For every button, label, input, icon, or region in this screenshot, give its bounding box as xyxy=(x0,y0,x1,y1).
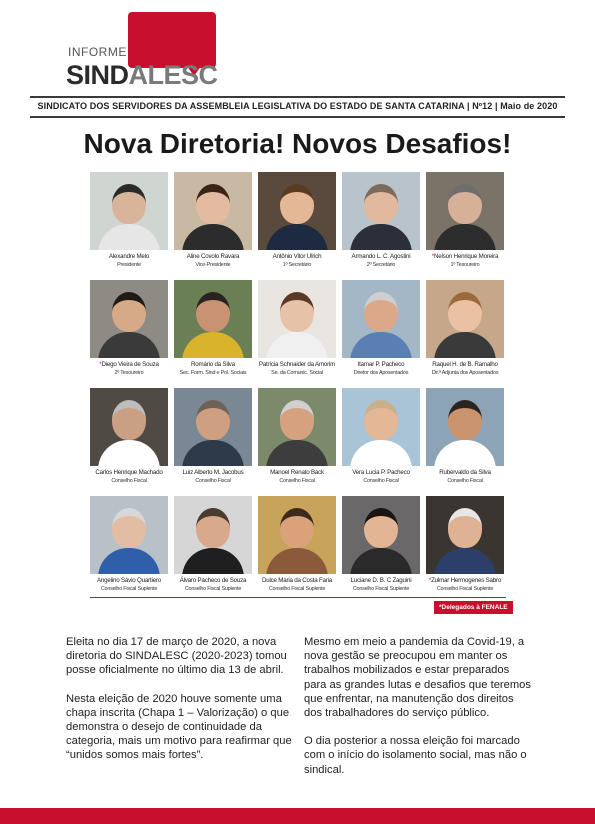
member-card xyxy=(174,172,252,268)
member-photo-shoulders xyxy=(98,224,160,250)
member-photo xyxy=(174,172,252,250)
member-name xyxy=(174,253,252,260)
member-card xyxy=(90,280,168,376)
member-photo-face xyxy=(112,184,146,224)
member-photo-shoulders xyxy=(350,440,412,466)
header-top-rule xyxy=(30,96,565,98)
footer-bar xyxy=(0,808,595,824)
member-card xyxy=(342,172,420,268)
sindalesc-logo xyxy=(66,12,236,88)
member-card xyxy=(174,388,252,484)
member-name xyxy=(342,469,420,476)
member-photo xyxy=(258,172,336,250)
member-photo-face xyxy=(112,508,146,548)
member-role: 1º Secretário xyxy=(282,262,312,268)
article-column-right xyxy=(304,635,534,791)
member-photo-face xyxy=(364,508,398,548)
member-photo-shoulders xyxy=(98,440,160,466)
member-name-text: Raquel H. de B. Ramalho xyxy=(432,361,498,368)
member-photo-face xyxy=(364,400,398,440)
member-photo-face xyxy=(196,184,230,224)
member-role: 2º Secretário xyxy=(366,262,396,268)
member-card xyxy=(342,388,420,484)
member-photo xyxy=(426,388,504,466)
member-role: Dir.ª Adjunta dos Aposentados xyxy=(431,370,499,376)
member-photo-face xyxy=(280,400,314,440)
member-name xyxy=(174,469,252,476)
member-photo xyxy=(90,388,168,466)
member-role: Conselho Fiscal Suplente xyxy=(100,586,158,592)
member-card xyxy=(90,496,168,592)
member-photo xyxy=(426,280,504,358)
logo-wordmark xyxy=(66,60,218,91)
member-photo-face xyxy=(112,400,146,440)
delegates-note-badge: *Delegados à FENALE xyxy=(434,601,513,614)
member-photo-shoulders xyxy=(266,440,328,466)
member-photo xyxy=(426,172,504,250)
member-role: Presidente xyxy=(117,262,141,268)
header-bottom-rule xyxy=(30,116,565,118)
member-name-text: Luciane D. B. C Zaguini xyxy=(350,577,412,584)
member-name-text: Álvaro Pacheco de Souza xyxy=(179,577,247,584)
member-photo xyxy=(90,280,168,358)
member-name xyxy=(258,469,336,476)
member-photo-face xyxy=(196,508,230,548)
article-column-left xyxy=(66,635,296,777)
member-photo-face xyxy=(448,508,482,548)
member-photo-shoulders xyxy=(266,224,328,250)
member-name xyxy=(258,577,336,584)
member-role: 1º Tesoureiro xyxy=(450,262,480,268)
member-role: Conselho Fiscal xyxy=(279,478,315,484)
member-photo-shoulders xyxy=(350,224,412,250)
member-name xyxy=(258,361,336,368)
member-card xyxy=(426,172,504,268)
member-role: Conselho Fiscal xyxy=(195,478,231,484)
member-name-text: Dulce Maria da Costa Faria xyxy=(261,577,333,584)
member-photo-shoulders xyxy=(182,224,244,250)
member-card xyxy=(426,388,504,484)
member-photo-face xyxy=(364,292,398,332)
member-name xyxy=(426,577,504,584)
member-photo xyxy=(90,172,168,250)
member-photo xyxy=(90,496,168,574)
member-photo-shoulders xyxy=(350,548,412,574)
member-photo-shoulders xyxy=(434,548,496,574)
member-photo-shoulders xyxy=(182,548,244,574)
member-card xyxy=(426,496,504,592)
member-photo-face xyxy=(112,292,146,332)
member-name-text: Romário da Silva xyxy=(191,361,235,368)
member-role: Conselho Fiscal Suplente xyxy=(436,586,494,592)
member-photo xyxy=(342,496,420,574)
member-photo xyxy=(258,280,336,358)
member-card xyxy=(258,388,336,484)
member-photo-shoulders xyxy=(434,440,496,466)
member-photo-face xyxy=(448,184,482,224)
member-photo-shoulders xyxy=(98,332,160,358)
member-photo-shoulders xyxy=(98,548,160,574)
member-card xyxy=(90,388,168,484)
member-name xyxy=(90,361,168,368)
member-role: Conselho Fiscal xyxy=(363,478,399,484)
member-name xyxy=(90,577,168,584)
article-paragraph: Nesta eleição de 2020 houve somente uma chapa inscrita (Chapa 1 – Valorização) o que demonstra o desejo de continuidade da categoria, mais um motivo para reafirmar que “unidos somos mais fortes”. xyxy=(66,692,292,762)
member-photo-shoulders xyxy=(350,332,412,358)
member-name xyxy=(90,253,168,260)
member-name xyxy=(258,253,336,260)
logo-alesc-text: ALESC xyxy=(128,60,218,90)
member-photo-face xyxy=(196,400,230,440)
member-name-text: Diego Vieira de Souza xyxy=(101,361,159,368)
member-name xyxy=(342,253,420,260)
member-name-text: Manoel Renato Back xyxy=(270,469,324,476)
member-name-text: Itamar P. Pacheco xyxy=(357,361,405,368)
member-photo-shoulders xyxy=(434,224,496,250)
member-photo xyxy=(426,496,504,574)
member-role: Vice-Presidente xyxy=(195,262,231,268)
member-card xyxy=(258,172,336,268)
member-name xyxy=(426,361,504,368)
delegate-asterisk: * xyxy=(99,361,102,368)
logo-sind-text: SIND xyxy=(66,60,129,90)
member-role: Conselho Fiscal xyxy=(111,478,147,484)
member-name xyxy=(342,361,420,368)
member-card xyxy=(342,280,420,376)
member-name-text: Antônio Vitor Ulrich xyxy=(272,253,322,260)
member-name-text: Aline Covolo Ravara xyxy=(186,253,240,260)
member-name-text: Armando L. C. Agostini xyxy=(351,253,411,260)
member-name xyxy=(90,469,168,476)
member-name xyxy=(174,361,252,368)
member-photo-face xyxy=(448,400,482,440)
member-photo xyxy=(258,388,336,466)
member-name-text: Zulmar Hermogenes Sabro xyxy=(431,577,502,584)
member-photo-shoulders xyxy=(182,440,244,466)
member-role: 2º Tesoureiro xyxy=(114,370,144,376)
member-photo xyxy=(174,496,252,574)
newsletter-subheader: SINDICATO DOS SERVIDORES DA ASSEMBLEIA LEGISLATIVA DO ESTADO DE SANTA CATARINA | Nº12 | Maio de 2020 xyxy=(37,101,558,111)
member-photo xyxy=(258,496,336,574)
article-paragraph: O dia posterior a nossa eleição foi marcado com o início do isolamento social, mas não o sindical. xyxy=(304,735,527,776)
member-name-text: Luiz Alberto M. Jacobus xyxy=(182,469,244,476)
member-role: Se. da Comunic. Social xyxy=(271,370,323,376)
member-photo-face xyxy=(364,184,398,224)
member-card xyxy=(258,496,336,592)
member-name-text: Vera Lucia P. Pacheco xyxy=(352,469,410,476)
member-name-text: Alexandre Melo xyxy=(108,253,150,260)
member-name-text: Angelino Sávio Quartiero xyxy=(97,577,161,584)
member-name xyxy=(174,577,252,584)
member-card xyxy=(258,280,336,376)
article-paragraph: Eleita no dia 17 de março de 2020, a nova diretoria do SINDALESC (2020-2023) tomou posse oficialmente no último dia 13 de abril. xyxy=(66,636,287,677)
member-card xyxy=(342,496,420,592)
member-role: Diretor dos Aposentados xyxy=(353,370,409,376)
member-card xyxy=(426,280,504,376)
logo-informe-text: INFORME xyxy=(68,45,127,59)
member-photo xyxy=(174,280,252,358)
member-photo-face xyxy=(280,292,314,332)
member-role: Conselho Fiscal Suplente xyxy=(184,586,242,592)
delegate-asterisk: * xyxy=(431,253,435,260)
member-photo-shoulders xyxy=(434,332,496,358)
member-name xyxy=(426,469,504,476)
member-photo-face xyxy=(448,292,482,332)
member-name xyxy=(342,577,420,584)
delegate-asterisk: * xyxy=(428,577,432,584)
member-name-text: Rubervaldo da Silva xyxy=(439,469,491,476)
member-photo-face xyxy=(280,508,314,548)
article-paragraph: Mesmo em meio a pandemia da Covid-19, a nova gestão se preocupou em manter os trabalhos mobilizados e estar preparados para as grandes lutas e desafios que teremos que enfrentar, na manutenção dos direitos dos trabalhadores do serviço público. xyxy=(304,636,531,720)
member-role: Conselho Fiscal Suplente xyxy=(268,586,326,592)
member-role: Conselho Fiscal Suplente xyxy=(352,586,410,592)
member-name-text: Patrícia Schnaider da Amorim xyxy=(258,361,336,368)
member-photo-face xyxy=(280,184,314,224)
member-photo xyxy=(174,388,252,466)
member-photo xyxy=(342,280,420,358)
member-photo-shoulders xyxy=(182,332,244,358)
member-card xyxy=(174,280,252,376)
member-photo-shoulders xyxy=(266,332,328,358)
member-photo xyxy=(342,388,420,466)
member-role: Sec. Form. Sind e Pol. Sociais xyxy=(179,370,247,376)
member-photo-face xyxy=(196,292,230,332)
member-name xyxy=(426,253,504,260)
grid-bottom-rule xyxy=(90,597,506,598)
member-card xyxy=(174,496,252,592)
member-role: Conselho Fiscal xyxy=(447,478,483,484)
member-photo xyxy=(342,172,420,250)
page-title: Nova Diretoria! Novos Desafios! xyxy=(83,128,512,159)
member-name-text: Carlos Henrique Machado xyxy=(95,469,163,476)
member-photo-shoulders xyxy=(266,548,328,574)
member-card xyxy=(90,172,168,268)
member-name-text: Nelson Henrique Moreira xyxy=(434,253,499,260)
